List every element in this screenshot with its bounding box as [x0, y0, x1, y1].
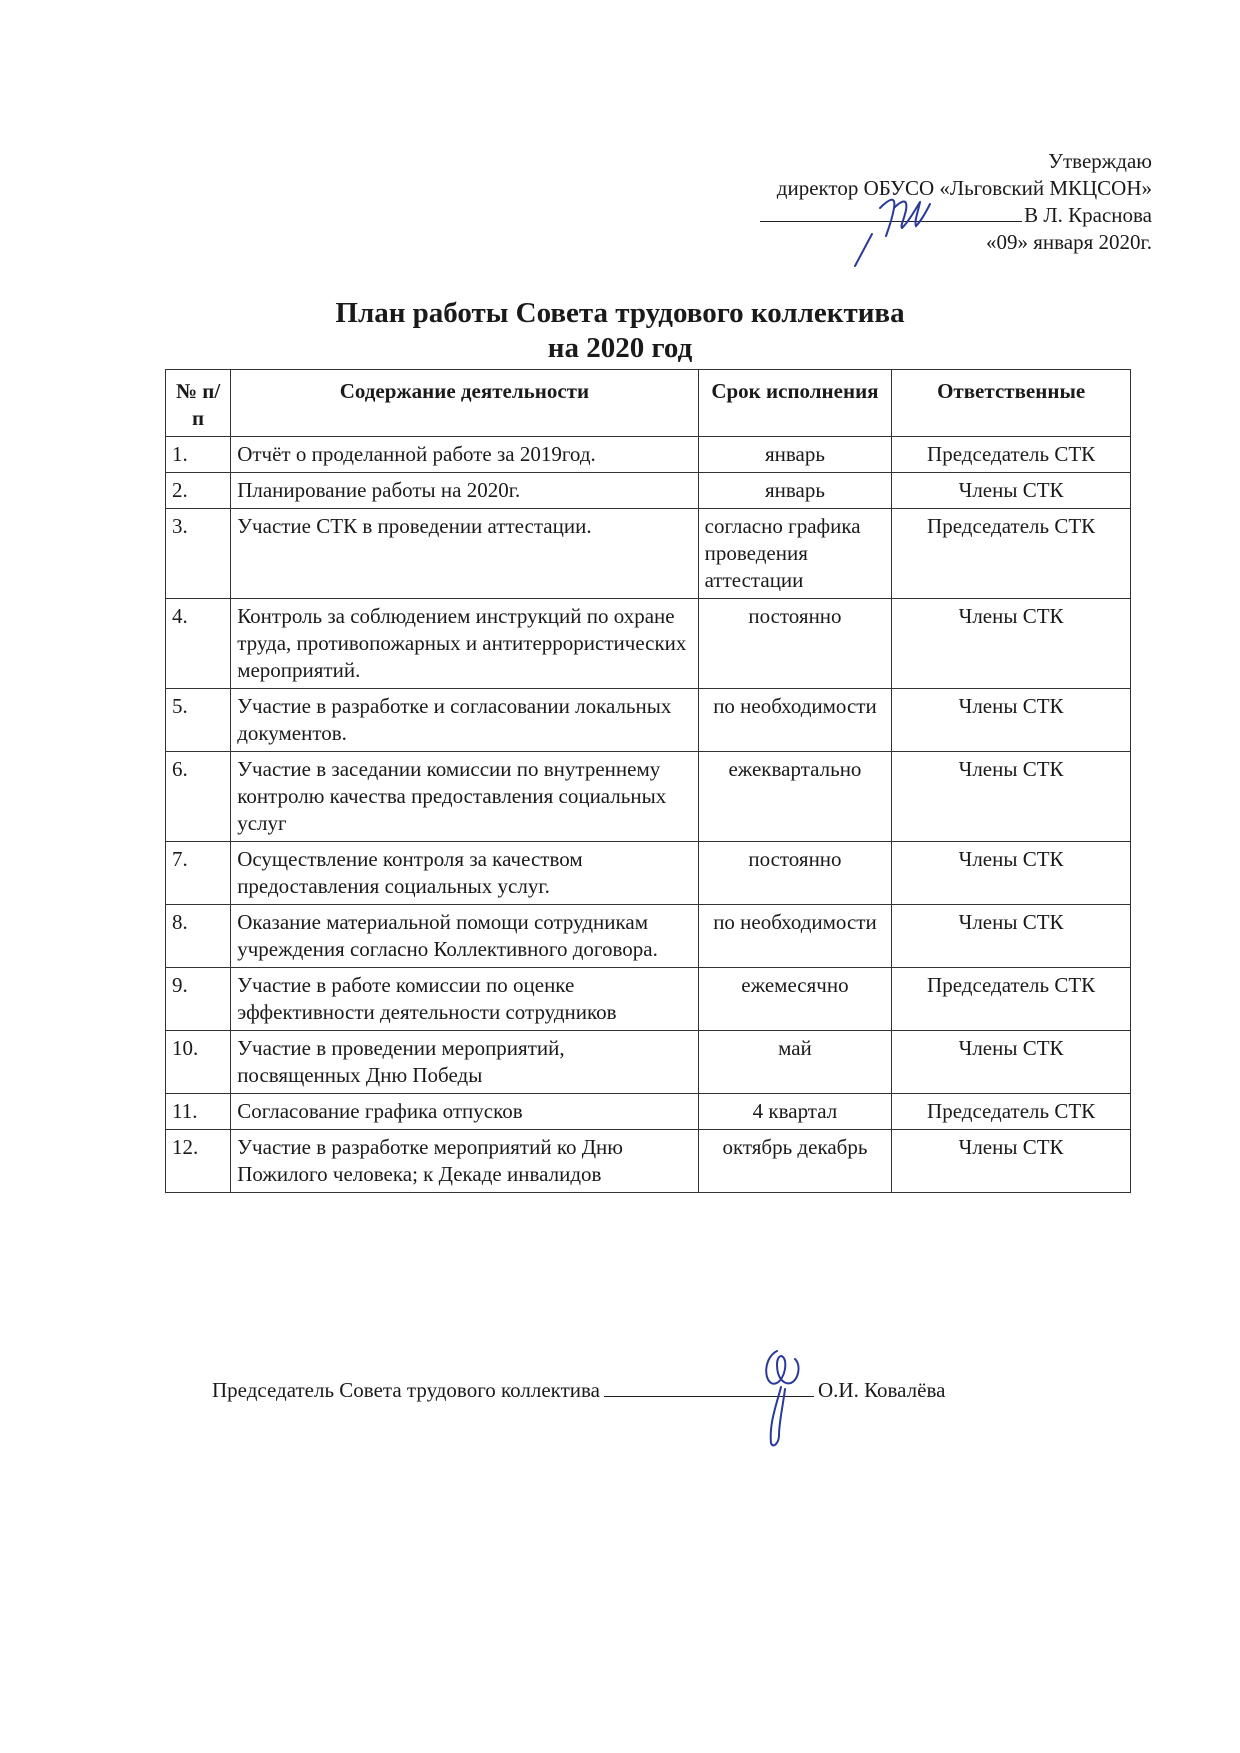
table-row [166, 752, 1131, 842]
row-num: 1. [166, 437, 231, 473]
row-num: 5. [166, 689, 231, 752]
header-content: Содержание деятельности [231, 370, 698, 437]
row-num: 3. [166, 509, 231, 599]
title-line-1: План работы Совета трудового коллектива [335, 297, 905, 329]
row-num: 7. [166, 842, 231, 905]
row-num: 12. [166, 1130, 231, 1193]
row-term: 4 квартал [698, 1094, 892, 1130]
row-content: Оказание материальной помощи сотрудникам учреждения согласно Коллективного договора. [231, 905, 698, 968]
row-num: 10. [166, 1031, 231, 1094]
row-content: Контроль за соблюдением инструкций по охране труда, противопожарных и антитеррористических мероприятий. [231, 599, 698, 689]
row-content: Планирование работы на 2020г. [231, 473, 698, 509]
table-row [166, 968, 1131, 1031]
table-row [166, 473, 1131, 509]
row-term: по необходимости [698, 689, 892, 752]
row-num: 6. [166, 752, 231, 842]
table-row [166, 905, 1131, 968]
table-header-row [166, 370, 1131, 437]
approval-heading: Утверждаю [1048, 149, 1152, 173]
approval-date: «09» января 2020г. [985, 230, 1152, 254]
header-responsible: Ответственные [892, 370, 1131, 437]
row-term: ежемесячно [698, 968, 892, 1031]
row-num: 11. [166, 1094, 231, 1130]
row-responsible: Председатель СТК [892, 437, 1131, 473]
row-responsible: Члены СТК [892, 1031, 1131, 1094]
row-responsible: Члены СТК [892, 599, 1131, 689]
title-line-2: на 2020 год [547, 332, 693, 364]
row-content: Отчёт о проделанной работе за 2019год. [231, 437, 698, 473]
footer-name: О.И. Ковалёва [817, 1378, 946, 1402]
row-responsible: Члены СТК [892, 1130, 1131, 1193]
row-num: 2. [166, 473, 231, 509]
table-row [166, 509, 1131, 599]
row-content: Осуществление контроля за качеством предоставления социальных услуг. [231, 842, 698, 905]
row-content: Согласование графика отпусков [231, 1094, 698, 1130]
footer-role: Председатель Совета трудового коллектива [212, 1378, 600, 1402]
row-term: постоянно [698, 599, 892, 689]
row-term: постоянно [698, 842, 892, 905]
table-row [166, 1130, 1131, 1193]
table-row [166, 599, 1131, 689]
table-row [166, 689, 1131, 752]
row-responsible: Председатель СТК [892, 968, 1131, 1031]
table-row [166, 842, 1131, 905]
header-term: Срок исполнения [698, 370, 892, 437]
approval-position: директор ОБУСО «Льговский МКЦСОН» [776, 176, 1152, 200]
row-num: 9. [166, 968, 231, 1031]
approval-block [760, 148, 1152, 256]
table-row [166, 437, 1131, 473]
row-responsible: Члены СТК [892, 752, 1131, 842]
row-num: 4. [166, 599, 231, 689]
row-responsible: Члены СТК [892, 842, 1131, 905]
table-row [166, 1031, 1131, 1094]
row-term: май [698, 1031, 892, 1094]
row-term: по необходимости [698, 905, 892, 968]
row-num: 8. [166, 905, 231, 968]
row-term: январь [698, 473, 892, 509]
row-content: Участие в проведении мероприятий, посвященных Дню Победы [231, 1031, 698, 1094]
row-term: январь [698, 437, 892, 473]
table-row [166, 1094, 1131, 1130]
row-term: октябрь декабрь [698, 1130, 892, 1193]
row-content: Участие в заседании комиссии по внутреннему контролю качества предоставления социальных услуг [231, 752, 698, 842]
row-content: Участие СТК в проведении аттестации. [231, 509, 698, 599]
header-num: № п/п [166, 370, 231, 437]
footer-signature-line [212, 1377, 945, 1404]
row-term: согласно графика проведения аттестации [698, 509, 892, 599]
plan-table [165, 369, 1131, 1193]
row-responsible: Члены СТК [892, 905, 1131, 968]
row-content: Участие в разработке мероприятий ко Дню Пожилого человека; к Декаде инвалидов [231, 1130, 698, 1193]
approval-name: В Л. Краснова [1024, 203, 1152, 227]
row-responsible: Члены СТК [892, 473, 1131, 509]
signature-underline [760, 203, 1022, 222]
approval-signature-line [760, 202, 1152, 229]
row-content: Участие в работе комиссии по оценке эффективности деятельности сотрудников [231, 968, 698, 1031]
row-content: Участие в разработке и согласовании локальных документов. [231, 689, 698, 752]
row-responsible: Члены СТК [892, 689, 1131, 752]
footer-signature-underline [604, 1378, 814, 1397]
row-responsible: Председатель СТК [892, 509, 1131, 599]
row-term: ежеквартально [698, 752, 892, 842]
row-responsible: Председатель СТК [892, 1094, 1131, 1130]
document-title [0, 296, 1240, 366]
